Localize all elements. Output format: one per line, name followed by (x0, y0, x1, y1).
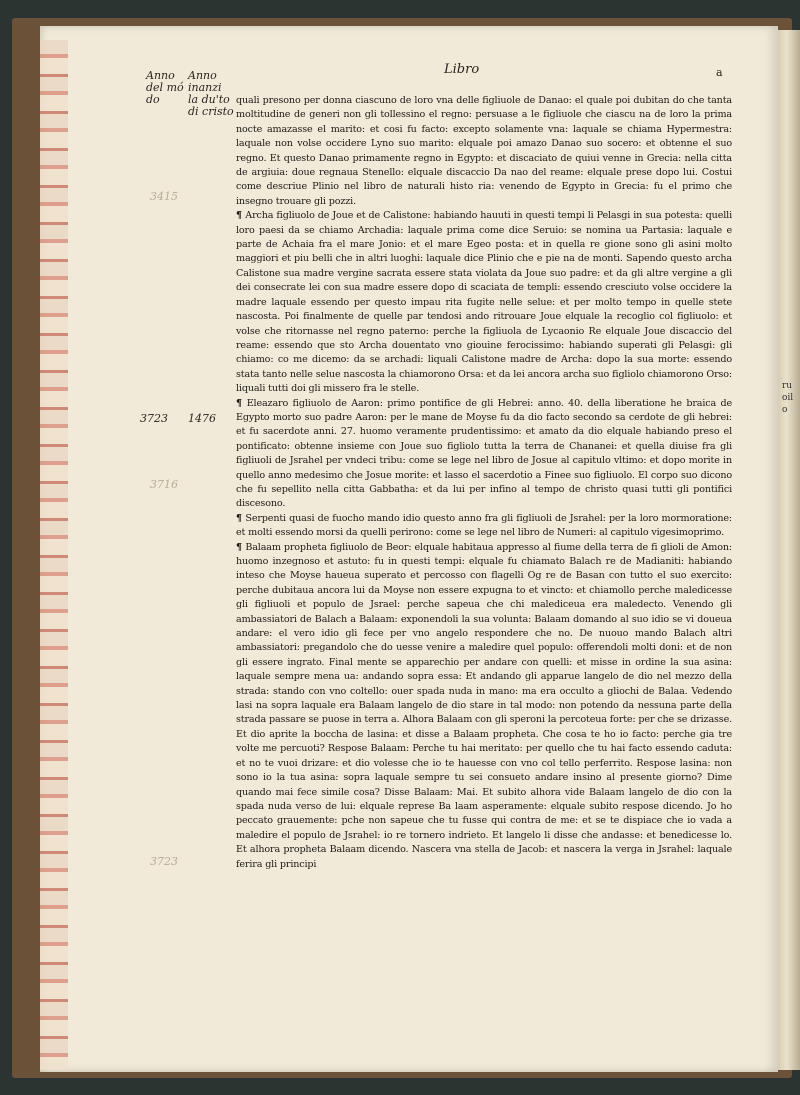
paragraph-text: Serpenti quasi de fuocho mando idio questo anno fra gli figliuoli de Jsrahel: per la loro mormoratione: et molti essendo morsi da quelli perirono: come se lege nel libro de Numeri: al capitulo vigesimoprimo. (236, 512, 732, 539)
margin-header-line: do (146, 93, 160, 106)
main-text-block (236, 94, 732, 872)
page-edge-stain (40, 40, 68, 1070)
page-mark: a (716, 66, 723, 79)
margin-header-line: del mó (146, 81, 184, 94)
faint-annotation: 3716 (150, 478, 178, 491)
pilcrow-icon: ¶ (236, 397, 247, 409)
paragraph-danao: quali presono per donna ciascuno de loro vna delle figliuole de Danao: el quale poi dubitan do che tanta moltitudine de generi non gli tollessino el regno: persuase a le figliuole che ciascu na de loro la prima nocte amazasse el marito: et cosi fu facto: excepto solamente vna: laquale se chiama Hypermestra: laquale non volse occidere Lyno suo marito: elquale poi amazo Danao suo socero: et obtenne el suo regno. Et questo Danao primamente regno in Egypto: et discaciato de quiui venne in Grecia: nella citta de argiuia: doue regnaua Stenello: elquale discaccio Da nao del reame: elquale prese dopo lui. Costui come descriue Plinio nel libro de naturali histo ria: venendo de Egypto in Grecia: fu el primo che insegno trouare gli pozzi. (236, 95, 732, 207)
margin-header-line: la du'to (188, 93, 230, 106)
facing-page-text: ruoilo (782, 381, 794, 415)
margin-header-line: inanzi (188, 81, 222, 94)
pilcrow-icon: ¶ (236, 541, 246, 553)
margin-header-line: di cristo (188, 105, 234, 118)
paragraph-eleazaro (236, 397, 732, 512)
facing-page-edge (778, 30, 800, 1070)
paragraph-serpenti (236, 512, 732, 541)
paragraph-archa (236, 209, 732, 396)
paragraph-text: Archa figliuolo de Joue et de Calistone: habiando hauuti in questi tempi li Pelasgi in sua potesta: quelli loro paesi da se chiamo Archadia: laquale prima come dice Seruio: se nomina ua Partasia: laquale e parte de Achaia fra el mare Jonio: et el mare Egeo posta: et in quella re gione sono gli asini molto maggiori et piu belli che in altri luoghi: laquale dice Plinio che e pie na de monti. Sapendo questo archa Calistone sua madre vergine sacrata essere stata violata da Joue suo padre: et da gli altre vergine a gli dei consecrate lei con sua madre essere dopo di scaciata de templi: essendo cresciuto volse occidere la madre laquale essendo per questo impau rita fugite nelle selue: et per molto tempo in quelle stete nascosta. Poi finalmente de quelle par tendosi ando ritrouare Joue elquale la recoglio col figliuolo: et volse che ritornasse nel regno paterno: perche la figliuola de Lycaonio Re elquale Joue discaccio del reame: essendo que sto Archa douentato vno giouine ferocissimo: habiando superati gli Pelasgi: gli chiamo: co me dicemo: da se archadi: liquali Calistone madre de Archa: dopo la sua morte: essendo stata tanto nelle selue nascosta la chiamorono Orsa: et da lei ancora archa suo figliolo chiamorono Orso: liquali tutti doi gli missero fra le stelle. (236, 210, 732, 395)
faint-annotation: 3723 (150, 855, 178, 868)
margin-header-anno-cristo (188, 70, 234, 118)
running-head: Libro (444, 62, 480, 77)
pilcrow-icon: ¶ (236, 210, 246, 222)
paragraph-balaam (236, 541, 732, 872)
margin-header-anno-mondo (146, 70, 184, 106)
paragraph-text: Eleazaro figliuolo de Aaron: primo pontifice de gli Hebrei: anno. 40. della liberatione he braica de Egypto morto suo padre Aaron: per le mane de Moyse fu da dio facto secondo sa cerdote de gli hebrei: et fu sacerdote anni. 27. huomo veramente prudentissimo: et amato da dio elquale habiando preso el pontificato: obtenne insieme con Joue suo figliolo tutta la terra de Chananei: et quella diuise fra gli figliuoli de Jsrahel per vndeci tribu: come se lege nel libro de Josue al capitulo vltimo: et dopo morite in quello anno medesimo che Josue morite: et lasso el sacerdotio a Finee suo figliuolo. El corpo suo dicono che fu sepellito nella citta Gabbatha: et da lui per infino al tempo de christo quasi tutti gli pontifici discesono. (236, 397, 732, 510)
margin-year-mondo: 3723 (140, 412, 168, 425)
pilcrow-icon: ¶ (236, 512, 246, 524)
margin-year-cristo: 1476 (188, 412, 216, 425)
margin-header-line: Anno (188, 69, 217, 82)
paragraph-text: Balaam propheta figliuolo de Beor: elquale habitaua appresso al fiume della terra de fi glioli de Amon: huomo inzegnoso et astuto: fu in questi tempi: elquale fu chiamato Balach re de Madianiti: habiando inteso che Moyse haueua superato et percosso con flagelli Og re de Basan con tutto el suo exercito: perche dubitaua ancora lui da Moyse non essere expugna to et vincto: et chiamollo perche maledicesse gli figliuoli et populo de Jsrael: perche sapeua che chi malediceua era maledecto. Venendo gli ambassiatori de Balach a Balaam: exponendoli la sua volunta: Balaam domando al suo idio se vi doueua andare: el vero idio gli fece per vno angelo respondere che no. De nuouo mando Balach altri ambassiatori: pregandolo che do uesse venire a maledire quel populo: offerendoli molti doni: et de non gli essere ingrato. Final mente se apparechio per andare con quelli: et misse in ordine la sua asina: laquale sempre mena ua: andando sopra essa: Et andando gli apparue langelo de dio nel mezzo della strada: stando con vno coltello: ouer spada nuda in mano: ma era occulto a gliochi de Balaa. Vedendo lasi na sopra laquale era Balaam langelo de dio stare in tal modo: non potendo da nessuna parte della strada passare se puose in terra a. Alhora Balaam con gli speroni la percoteua forte: per che se drizasse. Et dio aprite la boccha de lasina: et disse a Balaam propheta. Che cosa te ho io facto: perche gia tre volte me percuoti? Respose Balaam: Perche tu hai meritato: per quello che tu hai facto essendo caduta: et no te vuoi drizare: et dio volesse che io te hauesse con vno col tello perferrito. Respose lasina: non sono io la tua asina: sopra laquale sempre tu sei consueto andare insino al presente giorno? Dime quando mai fece simile cosa? Disse Balaam: Mai. Et subito alhora vide Balaam langelo de dio con la spada nuda verso de lui: elquale represe Ba laam asperamente: elquale subito respose dicendo. Jo ho peccato grauemente: pche non sapeue che tu fusse qui contra de me: et se te dispiace che io vada a maledire el populo de Jsrahel: io re tornero indrieto. Et langelo li disse che andasse: et benedicesse lo. Et alhora propheta Balaam dicendo. Nascera vna stella de Jacob: et nascera la verga in Jsrahel: laquale ferira gli principi (236, 541, 732, 870)
margin-header-line: Anno (146, 69, 175, 82)
faint-annotation: 3415 (150, 190, 178, 203)
